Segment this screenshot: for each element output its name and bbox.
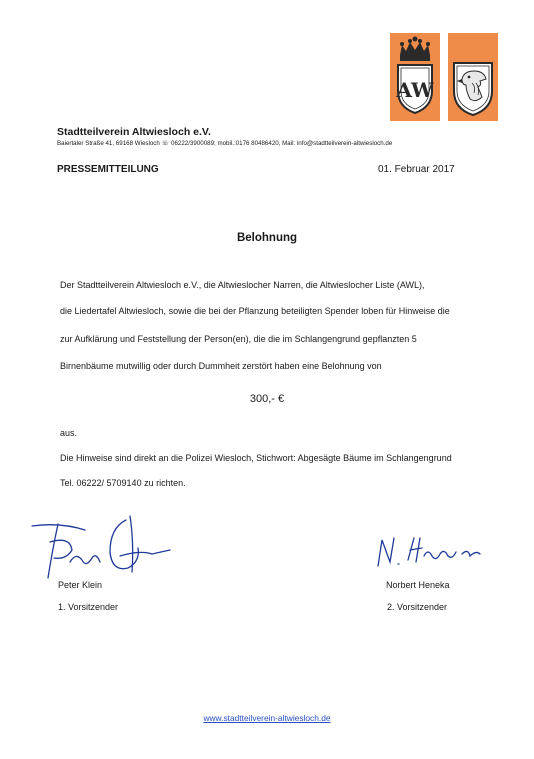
logo-letters: AW (396, 78, 434, 102)
press-release-label: PRESSEMITTEILUNG (57, 164, 159, 175)
website-link[interactable]: www.stadtteilverein-altwiesloch.de (203, 713, 331, 723)
reward-amount: 300,- € (249, 393, 285, 405)
signature-left (30, 512, 180, 597)
signature-right (372, 532, 492, 577)
body-line-aus: aus. (60, 428, 78, 438)
document-title: Belohnung (236, 232, 298, 244)
hint-line: Tel. 06222/ 5709140 zu richten. (60, 478, 186, 488)
body-line: zur Aufklärung und Feststellung der Person(en), die die im Schlangengrund gepflanzten 5 (60, 334, 417, 344)
body-line: Der Stadtteilverein Altwiesloch e.V., die Altwieslocher Narren, die Altwieslocher Liste (AWL), (60, 280, 425, 290)
body-line: Birnenbäume mutwillig oder durch Dummheit zerstört haben eine Belohnung von (60, 361, 382, 371)
hint-line: Die Hinweise sind direkt an die Polizei Wiesloch, Stichwort: Abgesägte Bäume im Schlangengrund (60, 453, 452, 463)
signer-right-name: Norbert Heneka (386, 580, 450, 590)
org-address: Baiertaler Straße 41, 69168 Wiesloch ☏ 06222/3900089; mobil.:0176 80486420, Mail: info@stadtteilverein-altwiesloch.de (57, 140, 393, 147)
signer-right-role: 2. Vorsitzender (387, 602, 448, 612)
org-name: Stadtteilverein Altwiesloch e.V. (57, 126, 211, 138)
club-logo-awl (390, 33, 440, 121)
body-line: die Liedertafel Altwiesloch, sowie die bei der Pflanzung beteiligten Spender loben für Hinweise die (60, 306, 450, 316)
signer-left-role: 1. Vorsitzender (58, 602, 119, 612)
signer-left-name: Peter Klein (58, 580, 103, 590)
press-date: 01. Februar 2017 (378, 164, 455, 175)
eagle-crest-logo (448, 33, 498, 121)
